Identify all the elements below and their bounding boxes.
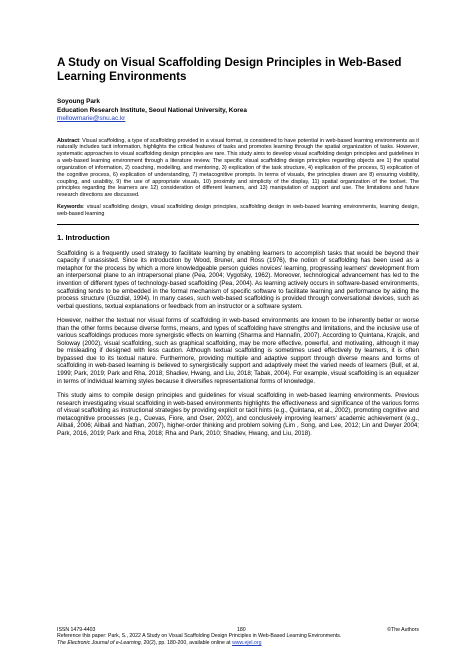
abstract-text: : Visual scaffolding, a type of scaffolding provided in a visual format, is considered to have potential in web-based learning environments as it naturally includes tacit information, highlights the critical features of tasks and promotes learning through the spatial organization of tasks. However, systematic approaches to visual scaffolding design principles are rare. This study aims to develop visual scaffolding design principles and guidelines in a web-based learning environment through a literature review. The specific visual scaffolding design principles regarding objects are 1) the spatial organization of information, 2) coaching, modelling, and mentoring, 3) explication of the task structure, 4) explication of the process, 5) explication of the cognitive process, 6) explication of understanding, 7) metacognitive prompts. In terms of visuals, the principles drawn are 8) ensuring visibility, coupling, and usability, 9) the use of appropriate visuals, 10) proximity and simplicity of the display, 11) spatial organization of the toolset. The principles regarding the learners are 12) consideration of different learners, and 13) manipulation of support and use. The limitations and future research directions are discussed. [57, 137, 419, 199]
intro-paragraph-1: Scaffolding is a frequently used strategy to facilitate learning by enabling learners to accomplish tasks that would be beyond their capacity if unassisted. Since its introduction by Wood, Bruner, and Ross (1976), the notion of scaffolding has been used as a metaphor for the process by which a more knowledgeable person guides novices' learning, progressing learners' development from an interpersonal plane to an intrapersonal plane (Pea, 2004; Vygotsky, 1962). Moreover, technological advancement has led to the invention of different types of technology-based scaffolding (Pea, 2004). As learning actively occurs in software-based environments, scaffolding tends to be embedded in the formal mechanism of specific software to facilitate learning and performance by aiding the process structure (Guzdial, 1994). In many cases, such web-based scaffolding is provided through conversational devices, such as verbal questions, textual explanations or feedback from an instructor or a software system. [57, 249, 419, 310]
keywords-label: Keywords [57, 204, 83, 211]
abstract-label: Abstract [57, 137, 80, 144]
author-email-link[interactable]: mellowmarie@snu.ac.kr [57, 115, 126, 122]
keywords [57, 204, 419, 218]
footer-copyright: ©The Authors [387, 627, 419, 633]
keywords-text: : visual scaffolding design, visual scaffolding design principles, scaffolding design in web-based learning environments, learning design, web-based learning [57, 204, 419, 217]
intro-paragraph-2: However, neither the textual nor visual forms of scaffolding in web-based environments are known to be inherently better or worse than the other forms because diverse forms, means, and types of scaffolding have strengths and limitations, and the inclusive use of various scaffoldings produces more synergistic effects on learning (Sharma and Hannafin, 2007). According to Quintana, Krajcik, and Soloway (2002), visual scaffolding, such as graphical scaffolding, may be more effective, powerful, and motivating, although it may be misleading if designed with less caution. Although textual scaffolding is sometimes used effectively by learners, it is often bypassed due to its textual nature. Furthermore, providing multiple and adaptive support through diverse means and forms of scaffolding in web-based learning is believed to synergistically support and adaptively meet the varied needs of learners (Bull, et al, 1999; Park, 2019; Park and Rha, 2018; Shadiev, Hwang, and Liu, 2018; Tabak, 2004). For example, visual scaffolding is an equalizer in terms of individual learning styles because it diversifies representational forms of knowledge. [57, 317, 419, 385]
footer-journal-rest: 20(2), pp. 180-200, available online at [142, 639, 233, 646]
page-footer [57, 627, 419, 646]
abstract [57, 138, 419, 200]
section-heading-introduction: 1. Introduction [57, 232, 110, 242]
footer-journal: The Electronic Journal of e-Learning, [57, 639, 143, 646]
author-name: Soyoung Park [57, 98, 100, 105]
footer-url-link[interactable]: www.ejel.org [232, 639, 262, 646]
article-title: A Study on Visual Scaffolding Design Principles in Web-Based Learning Environments [57, 56, 402, 83]
author-affiliation: Education Research Institute, Seoul National University, Korea [57, 106, 247, 114]
footer-reference-prefix: Reference this paper: Park, S., 2022 A Study on Visual Scaffolding Design Principles in Web-Based Learning Environments. [57, 633, 342, 640]
section-divider [57, 224, 419, 225]
footer-issn: ISSN 1479-4403 [57, 627, 96, 633]
intro-paragraph-3: This study aims to compile design principles and guidelines for visual scaffolding in web-based learning environments. Previous research investigating visual scaffolding in web-based environments highlights the effectiveness and significance of the various forms of visual scaffolding as instructional strategies by providing explicit or tacit hints (e.g., Quintana, et al., 2002), promoting cognitive and metacognitive processes (e.g., Cuevas, Fiore, and Oser, 2002), and conclusively improving learners' academic achievement (e.g., Alibali, 2006; Alibali and Nathan, 2007), higher-order thinking and problem solving (Lim , Song, and Lee, 2012; Lin and Dwyer 2004; Park, 2016, 2019; Park and Rha, 2018; Rha and Park, 2010; Shadiev, Hwang, and Liu, 2018). [57, 392, 419, 437]
footer-reference [57, 633, 419, 646]
article-page [57, 56, 419, 444]
footer-page-number: 180 [236, 627, 246, 633]
